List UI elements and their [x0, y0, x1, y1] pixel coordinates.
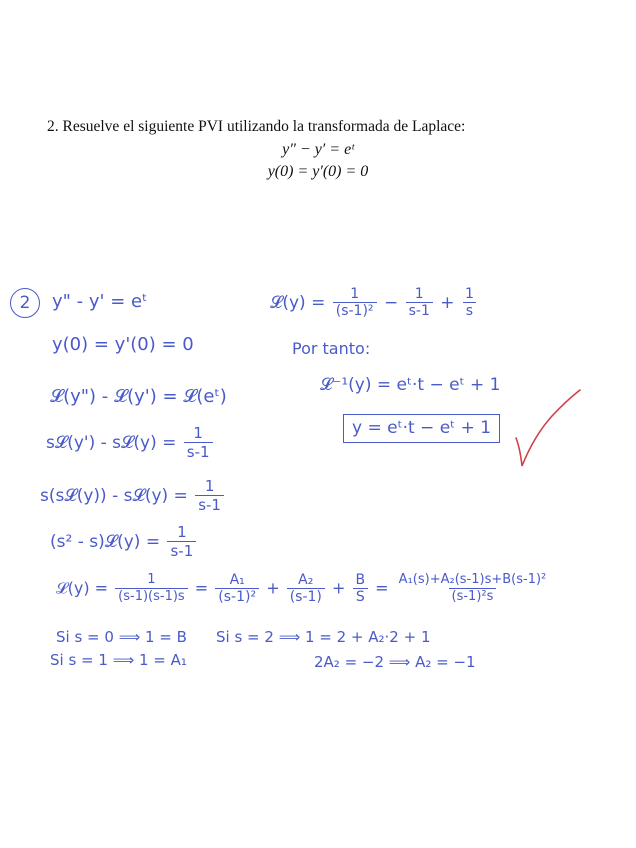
differential-equation: y″ − y′ = eᵗ — [282, 141, 354, 158]
fraction-numerator: A₁(s)+A₂(s-1)s+B(s-1)² — [398, 572, 547, 588]
fraction-numerator: A₂ — [298, 572, 314, 588]
condition-s2: Si s = 2 ⟹ 1 = 2 + A₂·2 + 1 — [216, 628, 431, 646]
fraction-denominator: s-1 — [184, 442, 213, 461]
equals-sign: = — [194, 578, 209, 598]
plus-sign: + — [331, 578, 346, 598]
laplace-step-1-fraction — [184, 425, 213, 461]
laplace-step-2-fraction — [195, 478, 224, 514]
fraction-denominator: (s-1) — [287, 588, 325, 606]
final-answer-box: y = eᵗ·t − eᵗ + 1 — [343, 414, 500, 443]
laplace-step-2-left: s(s𝓛(y)) - s𝓛(y) = — [40, 486, 188, 507]
por-tanto-label: Por tanto: — [292, 339, 371, 358]
fraction-numerator: B — [355, 572, 366, 588]
a2-solution: 2A₂ = −2 ⟹ A₂ = −1 — [314, 653, 476, 671]
fraction-numerator: 1 — [204, 477, 215, 495]
condition-s0: Si s = 0 ⟹ 1 = B — [56, 628, 187, 646]
handwritten-initial-conditions: y(0) = y'(0) = 0 — [52, 334, 194, 355]
plus-sign: + — [440, 292, 455, 313]
fraction-numerator: 1 — [350, 286, 360, 302]
handwritten-ode: y" - y' = eᵗ — [52, 291, 148, 312]
result-fraction-2 — [406, 286, 433, 320]
decomposition-fraction-0 — [115, 573, 188, 605]
partial-fractions-left: 𝓛(y) = — [56, 578, 109, 598]
inverse-laplace-line: 𝓛⁻¹(y) = eᵗ·t − eᵗ + 1 — [320, 375, 501, 395]
fraction-denominator: s-1 — [195, 495, 224, 514]
laplace-step-3-fraction — [167, 524, 196, 560]
laplace-step-3 — [50, 524, 198, 560]
initial-conditions: y(0) = y′(0) = 0 — [267, 163, 369, 180]
minus-sign: − — [383, 292, 399, 313]
problem-number: 2 — [10, 288, 40, 318]
condition-s1: Si s = 1 ⟹ 1 = A₁ — [50, 651, 187, 669]
fraction-numerator: 1 — [177, 523, 187, 541]
fraction-numerator: A₁ — [229, 572, 245, 588]
fraction-denominator: (s-1)² — [215, 588, 259, 606]
laplace-step-2 — [40, 478, 226, 514]
result-fraction-1 — [333, 286, 377, 320]
fraction-denominator: s-1 — [406, 302, 433, 320]
problem-statement: 2. Resuelve el siguiente PVI utilizando la transformada de Laplace: — [47, 118, 466, 135]
decomposition-fraction-combined — [396, 573, 550, 605]
fraction-numerator: 1 — [414, 286, 424, 302]
fraction-denominator: (s-1)² — [333, 302, 377, 320]
laplace-applied-line: 𝓛(y") - 𝓛(y') = 𝓛(eᵗ) — [50, 386, 227, 407]
laplace-step-1 — [46, 425, 215, 461]
problem-number-circled — [10, 288, 40, 318]
laplace-result — [270, 286, 479, 320]
fraction-numerator: 1 — [193, 424, 203, 442]
fraction-denominator: (s-1)²s — [449, 588, 497, 605]
fraction-denominator: S — [353, 588, 368, 606]
partial-fractions-line — [56, 572, 551, 606]
laplace-step-1-left: s𝓛(y') - s𝓛(y) = — [46, 433, 177, 454]
equals-sign: = — [375, 578, 389, 598]
decomposition-fraction-2 — [287, 572, 325, 606]
fraction-denominator: s-1 — [167, 541, 196, 560]
result-fraction-3 — [462, 286, 477, 320]
checkmark-icon — [512, 386, 584, 470]
fraction-numerator: 1 — [464, 286, 474, 302]
fraction-numerator: 1 — [147, 572, 156, 588]
plus-sign: + — [266, 578, 280, 598]
fraction-denominator: (s-1)(s-1)s — [115, 588, 188, 605]
laplace-step-3-left: (s² - s)𝓛(y) = — [50, 532, 161, 553]
decomposition-fraction-3 — [352, 572, 368, 606]
decomposition-fraction-1 — [215, 572, 259, 606]
fraction-denominator: s — [463, 302, 476, 320]
laplace-result-left: 𝓛(y) = — [270, 292, 326, 313]
